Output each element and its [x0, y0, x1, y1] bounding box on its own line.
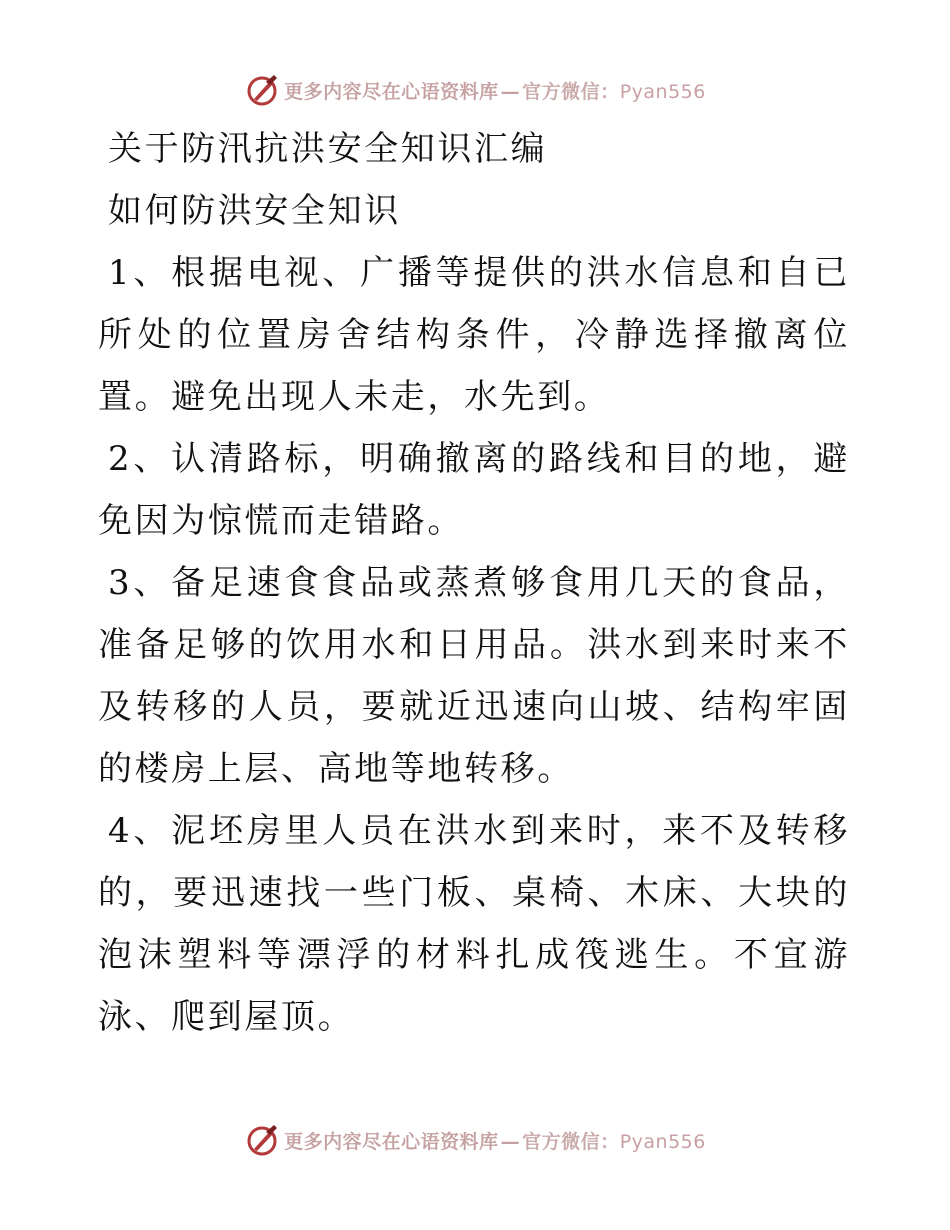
document-body	[98, 118, 850, 1048]
watermark-site: 更多内容尽在心语资料库	[284, 1130, 499, 1153]
watermark-wechat-id: Pyan556	[619, 1130, 706, 1153]
watermark-text	[284, 1127, 706, 1154]
watermark-site: 更多内容尽在心语资料库	[284, 80, 499, 103]
document-title: 关于防汛抗洪安全知识汇编	[108, 129, 548, 169]
quill-seal-icon	[244, 72, 280, 108]
watermark-label: 官方微信：	[522, 80, 620, 103]
watermark-wechat-id: Pyan556	[619, 80, 706, 103]
list-item: 1、根据电视、广播等提供的洪水信息和自已所处的位置房舍结构条件，冷静选择撤离位置。避免出现人未走，水先到。	[98, 253, 850, 417]
watermark-footer	[0, 1120, 950, 1160]
watermark-header	[0, 70, 950, 110]
watermark-text	[284, 77, 706, 104]
list-item: 4、泥坯房里人员在洪水到来时，来不及转移的，要迅速找一些门板、桌椅、木床、大块的泡沫塑料等漂浮的材料扎成筏逃生。不宜游泳、爬到屋顶。	[98, 811, 850, 1037]
watermark-dash: —	[500, 1130, 521, 1153]
watermark-label: 官方微信：	[522, 1130, 620, 1153]
section-heading: 如何防洪安全知识	[108, 191, 401, 231]
list-item: 2、认清路标，明确撤离的路线和目的地，避免因为惊慌而走错路。	[98, 439, 850, 541]
list-item: 3、备足速食食品或蒸煮够食用几天的食品，准备足够的饮用水和日用品。洪水到来时来不及转移的人员，要就近迅速向山坡、结构牢固的楼房上层、高地等地转移。	[98, 563, 850, 789]
watermark-dash: —	[500, 80, 521, 103]
quill-seal-icon	[244, 1122, 280, 1158]
